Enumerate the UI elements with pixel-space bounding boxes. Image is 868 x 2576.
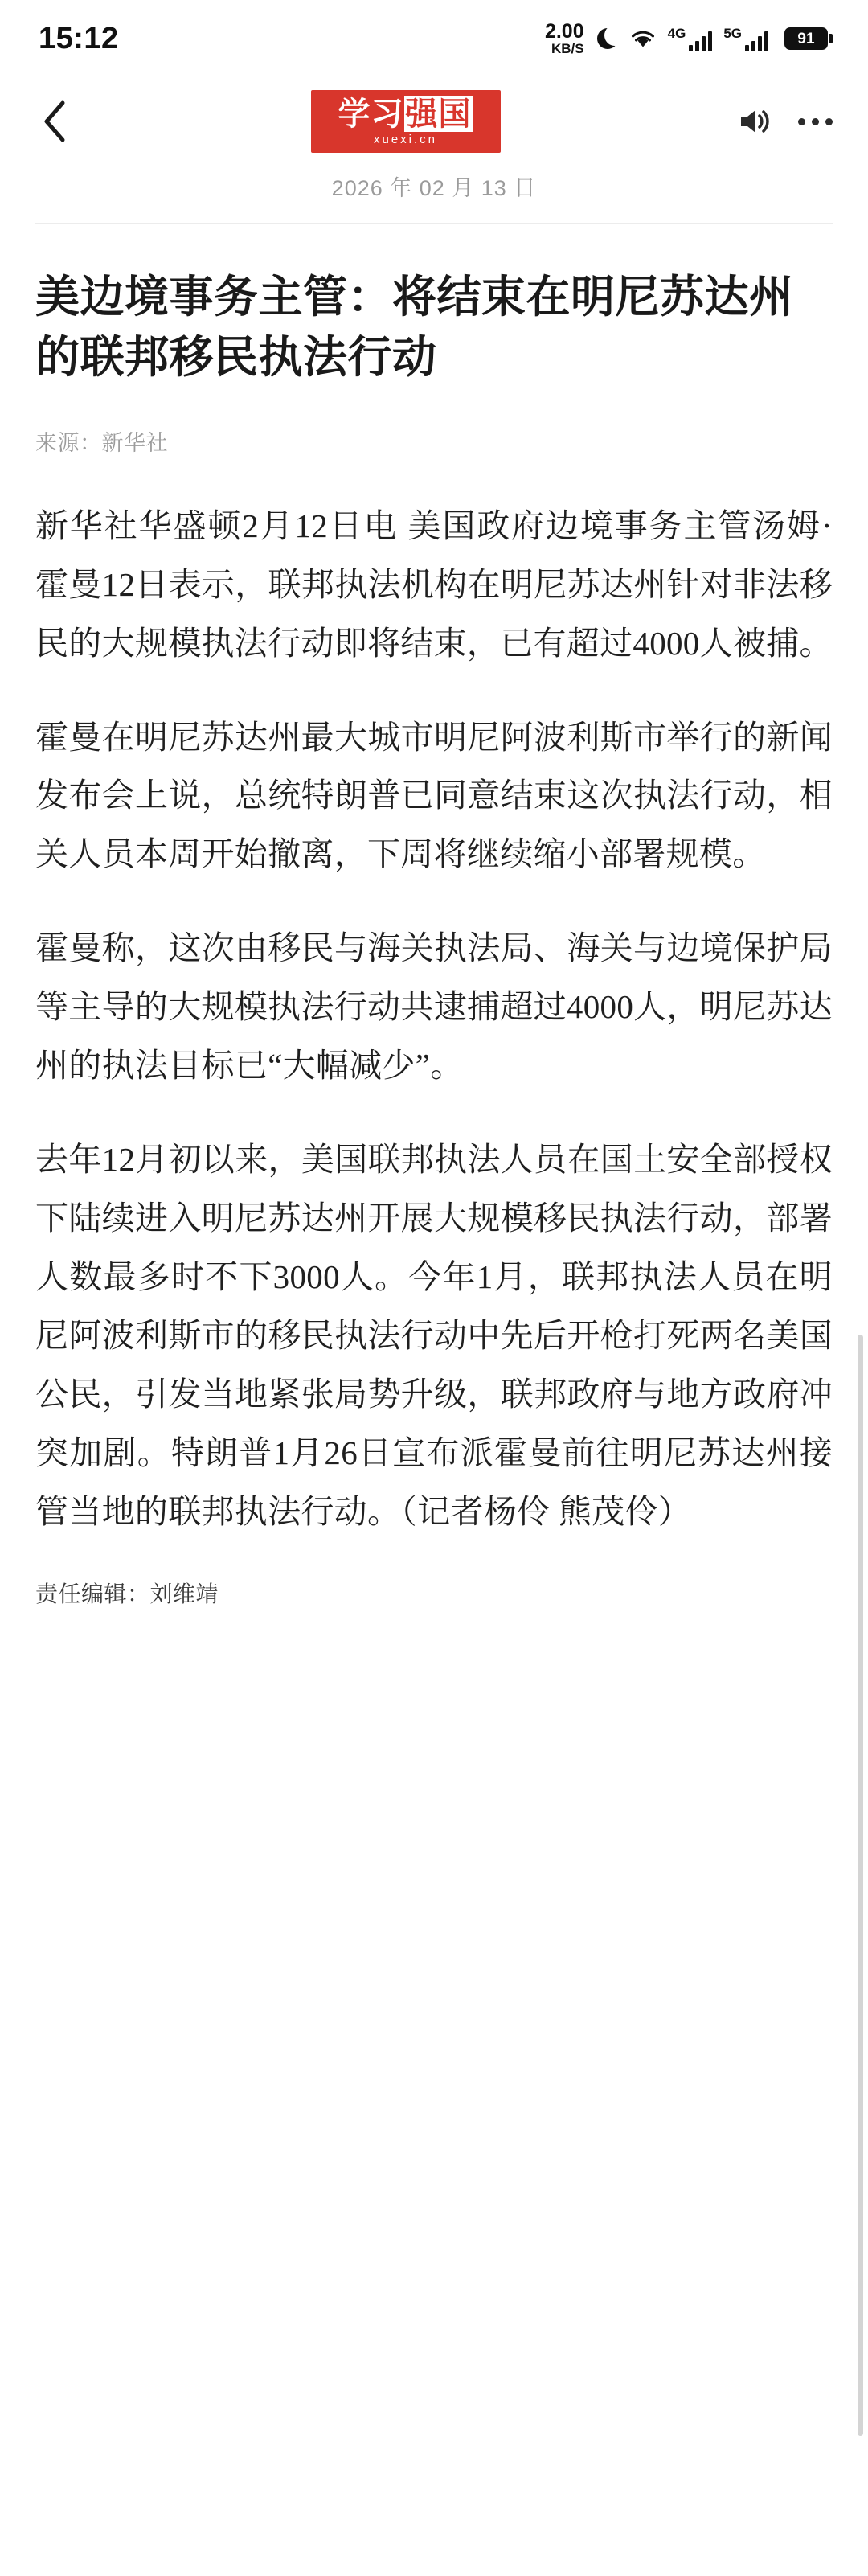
sim1-bars (689, 31, 712, 51)
back-button[interactable] (32, 99, 77, 144)
sim2-label: 5G (723, 26, 742, 41)
app-logo-text-2: 强国 (405, 95, 472, 132)
article-paragraph: 去年12月初以来，美国联邦执法人员在国土安全部授权下陆续进入明尼苏达州开展大规模移民执法行动，部署人数最多时不下3000人。今年1月，联邦执法人员在明尼阿波利斯市的移民执法行动中先后开枪打死两名美国公民，引发当地紧张局势升级，联邦政府与地方政府冲突加剧。特朗普1月26日宣布派霍曼前往明尼苏达州接管当地的联邦执法行动。（记者杨伶 熊茂伶） (35, 1141, 833, 1531)
sim2-bars (745, 31, 768, 51)
article-date-row (0, 166, 868, 223)
app-logo-subtext: xuexi.cn (373, 132, 438, 146)
wifi-icon (629, 28, 657, 49)
article-paragraph: 新华社华盛顿2月12日电 美国政府边境事务主管汤姆·霍曼12日表示，联邦执法机构在明尼苏达州针对非法移民的大规模执法行动即将结束，已有超过4000人被捕。 (35, 507, 833, 662)
chevron-left-icon (41, 100, 68, 143)
sim2-signal (723, 26, 768, 51)
app-logo-text-1: 学习 (338, 95, 404, 132)
app-header (0, 77, 868, 166)
network-speed-value: 2.00 (544, 19, 584, 43)
network-speed (545, 21, 584, 56)
header-divider (35, 223, 833, 224)
sim1-signal (668, 26, 713, 51)
scrollbar[interactable] (858, 1335, 863, 2436)
status-icons (545, 21, 833, 56)
article-headline: 美边境事务主管：将结束在明尼苏达州的联邦移民执法行动 (35, 273, 794, 382)
article-container (0, 268, 868, 1609)
article-paragraph: 霍曼在明尼苏达州最大城市明尼阿波利斯市举行的新闻发布会上说，总统特朗普已同意结束这次执法行动，相关人员本周开始撤离，下周将继续缩小部署规模。 (35, 718, 833, 873)
sim1-label: 4G (667, 26, 686, 41)
network-speed-unit: KB/S (551, 41, 584, 57)
article-body (35, 497, 833, 1542)
header-actions (734, 103, 833, 140)
more-dots-icon[interactable] (798, 118, 833, 125)
app-logo-text (338, 97, 473, 131)
app-logo[interactable] (311, 90, 501, 153)
battery-indicator (784, 27, 833, 50)
status-time: 15:12 (39, 21, 119, 55)
speaker-icon[interactable] (734, 103, 771, 140)
article-source: 来源：新华社 (35, 430, 168, 455)
moon-icon (597, 28, 618, 49)
battery-level: 91 (797, 30, 815, 47)
article-date: 2026 年 02 月 13 日 (331, 176, 537, 200)
status-bar (0, 0, 868, 77)
article-editor: 责任编辑：刘维靖 (35, 1582, 219, 1608)
article-paragraph: 霍曼称，这次由移民与海关执法局、海关与边境保护局等主导的大规模执法行动共逮捕超过4000人，明尼苏达州的执法目标已“大幅减少”。 (35, 929, 833, 1085)
